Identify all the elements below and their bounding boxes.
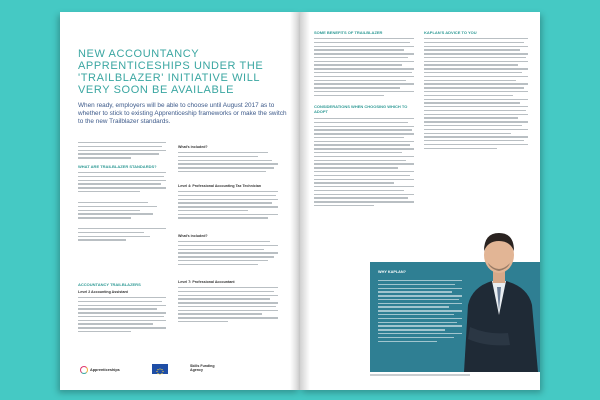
footer-note [370,374,470,376]
eu-flag-logo [152,364,168,374]
heading-level-7: Level 7: Professional Accountant [178,280,235,284]
skills-funding-agency-logo: Skills Funding Agency [190,364,215,373]
included-list-1 [178,152,278,175]
heading-whats-included-2: What's included? [178,234,208,238]
why-kaplan-heading: WHY KAPLAN? [378,270,406,274]
level-2-paragraph [78,297,166,335]
trailblazer-link-paragraph [78,228,166,243]
brochure-spread [60,12,540,390]
eu-stars-icon [152,367,168,377]
apprenticeships-swirl-icon [80,366,88,374]
lead-paragraph: When ready, employers will be able to choose until August 2017 as to whether to stick to existing Apprenticeship frameworks or make the switch to the new Trailblazer standards. [78,102,287,126]
heading-what-are-trailblazer: WHAT ARE TRAILBLAZER STANDARDS? [78,164,157,169]
page-title: NEW ACCOUNTANCY APPRENTICESHIPS UNDER THE 'TRAILBLAZER' INITIATIVE WILL VERY SOON BE AVAILABLE [78,48,264,96]
heading-level-4: Level 4: Professional Accounting Tax Technician [178,184,262,188]
trailblazer-list [78,202,166,221]
right-page [300,12,540,390]
businessman-photo [458,207,540,372]
apprenticeships-logo: Apprenticeships [80,366,120,374]
heading-level-2: Level 2 Accounting Assistant [78,290,128,294]
level-7-paragraph [178,287,278,325]
left-page [60,12,300,390]
intro-paragraph [78,142,166,161]
kaplan-advice-paragraphs [424,38,528,151]
included-list-2 [178,241,278,267]
why-kaplan-list [378,280,462,344]
trailblazer-paragraph [78,172,166,195]
heading-kaplans-advice: KAPLAN'S ADVICE TO YOU [424,30,477,35]
heading-benefits: SOME BENEFITS OF TRAILBLAZER [314,30,383,35]
level-4-paragraph [178,191,278,221]
heading-considerations: CONSIDERATIONS WHEN CHOOSING WHICH TO ADOPT [314,104,408,114]
benefits-list [314,38,414,99]
considerations-list [314,118,414,209]
heading-whats-included-1: What's included? [178,145,208,149]
heading-accountancy-trailblazers: ACCOUNTANCY TRAILBLAZERS [78,282,141,287]
